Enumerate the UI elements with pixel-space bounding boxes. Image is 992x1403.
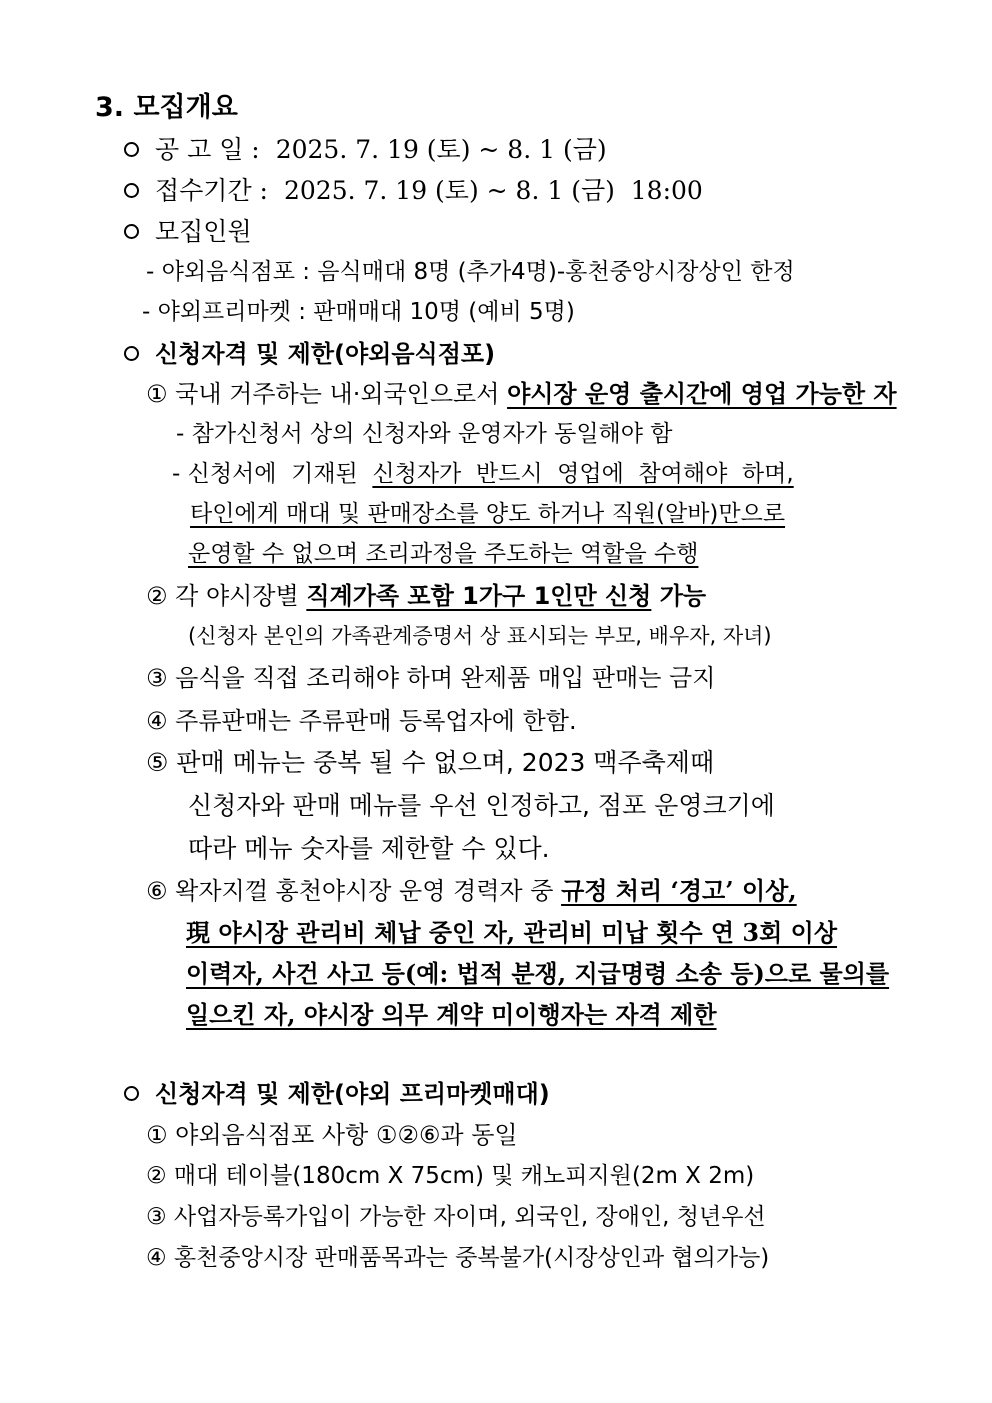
section-number: 3. (95, 92, 125, 123)
application-period-value: 2025. 7. 19 (토) ~ 8. 1 (금) 18:00 (283, 176, 703, 205)
food-item-1-sub-2 (172, 458, 794, 490)
application-period-label: 접수기간 : (155, 176, 268, 205)
notice-date-label: 공 고 일 : (155, 135, 260, 164)
recruit-count-label: 모집인원 (155, 217, 252, 246)
food-item-1-emphasis: 야시장 운영 출시간에 영업 가능한 자 (507, 380, 897, 408)
food-item-1-sub-2-text: - 신청서에 기재된 (172, 461, 373, 487)
food-item-3: ③ 음식을 직접 조리해야 하며 완제품 매입 판매는 금지 (146, 664, 716, 692)
market-eligibility-title: 신청자격 및 제한(야외 프리마켓매대) (155, 1080, 550, 1108)
circle-bullet-icon (124, 224, 139, 239)
food-item-2 (146, 580, 706, 612)
recruit-item-food: - 야외음식점포 : 음식매대 8명 (추가4명)-홍천중앙시장상인 한정 (146, 259, 795, 285)
food-item-1-sub-2-line-2: 타인에게 매대 및 판매장소를 양도 하거나 직원(알바)만으로 (190, 501, 786, 527)
market-item-4: ④ 홍천중앙시장 판매품목과는 중복불가(시장상인과 협의가능) (146, 1245, 770, 1271)
market-item-3: ③ 사업자등록가입이 가능한 자이며, 외국인, 장애인, 청년우선 (146, 1204, 766, 1230)
circle-bullet-icon (124, 1086, 139, 1101)
food-item-6 (146, 875, 797, 907)
food-item-6-line-3: 이력자, 사건 사고 등(예: 법적 분쟁, 지급명령 소송 등)으로 물의를 (186, 959, 890, 988)
food-item-1-text: ① 국내 거주하는 내·외국인으로서 (146, 380, 508, 408)
market-eligibility-heading (124, 1078, 550, 1110)
food-item-2-note: (신청자 본인의 가족관계증명서 상 표시되는 부모, 배우자, 자녀) (188, 624, 772, 648)
food-eligibility-heading (124, 338, 495, 370)
notice-date-value: 2025. 7. 19 (토) ~ 8. 1 (금) (275, 135, 607, 164)
food-item-1-sub-2-line-3: 운영할 수 없으며 조리과정을 주도하는 역할을 수행 (188, 541, 699, 567)
food-item-4: ④ 주류판매는 주류판매 등록업자에 한함. (146, 707, 577, 735)
circle-bullet-icon (124, 142, 139, 157)
food-item-5-line-1: ⑤ 판매 메뉴는 중복 될 수 없으며, 2023 맥주축제때 (146, 748, 715, 777)
food-eligibility-title: 신청자격 및 제한(야외음식점포) (155, 340, 496, 368)
food-item-6-line-2: 現 야시장 관리비 체납 중인 자, 관리비 미납 횟수 연 3회 이상 (186, 918, 838, 947)
market-item-2: ② 매대 테이블(180cm X 75cm) 및 캐노피지원(2m X 2m) (146, 1163, 755, 1189)
food-item-1 (146, 378, 897, 410)
section-heading (95, 92, 238, 124)
circle-bullet-icon (124, 346, 139, 361)
food-item-6-line-4: 일으킨 자, 야시장 의무 계약 미이행자는 자격 제한 (186, 1000, 717, 1029)
food-item-2-text: ② 각 야시장별 (146, 582, 307, 610)
food-item-1-sub-2-emphasis: 신청자가 반드시 영업에 참여해야 하며, (372, 461, 794, 487)
food-item-5-line-3: 따라 메뉴 숫자를 제한할 수 있다. (188, 834, 550, 863)
food-item-5-line-2: 신청자와 판매 메뉴를 우선 인정하고, 점포 운영크기에 (188, 791, 775, 820)
recruit-count-row (124, 216, 252, 248)
section-title: 모집개요 (133, 92, 238, 123)
application-period-row (124, 175, 703, 207)
market-item-1: ① 야외음식점포 사항 ①②⑥과 동일 (146, 1121, 518, 1149)
food-item-2-suffix: 가능 (651, 582, 707, 610)
circle-bullet-icon (124, 183, 139, 198)
food-item-6-text: ⑥ 왁자지껄 홍천야시장 운영 경력자 중 (146, 877, 562, 905)
notice-date-row (124, 134, 607, 166)
food-item-2-emphasis: 직계가족 포함 1가구 1인만 신청 (306, 582, 652, 610)
food-item-1-sub-1: - 참가신청서 상의 신청자와 운영자가 동일해야 함 (176, 421, 673, 447)
recruit-item-market: - 야외프리마켓 : 판매매대 10명 (예비 5명) (142, 299, 575, 325)
food-item-6-emphasis: 규정 처리 ‘경고’ 이상, (561, 876, 797, 905)
